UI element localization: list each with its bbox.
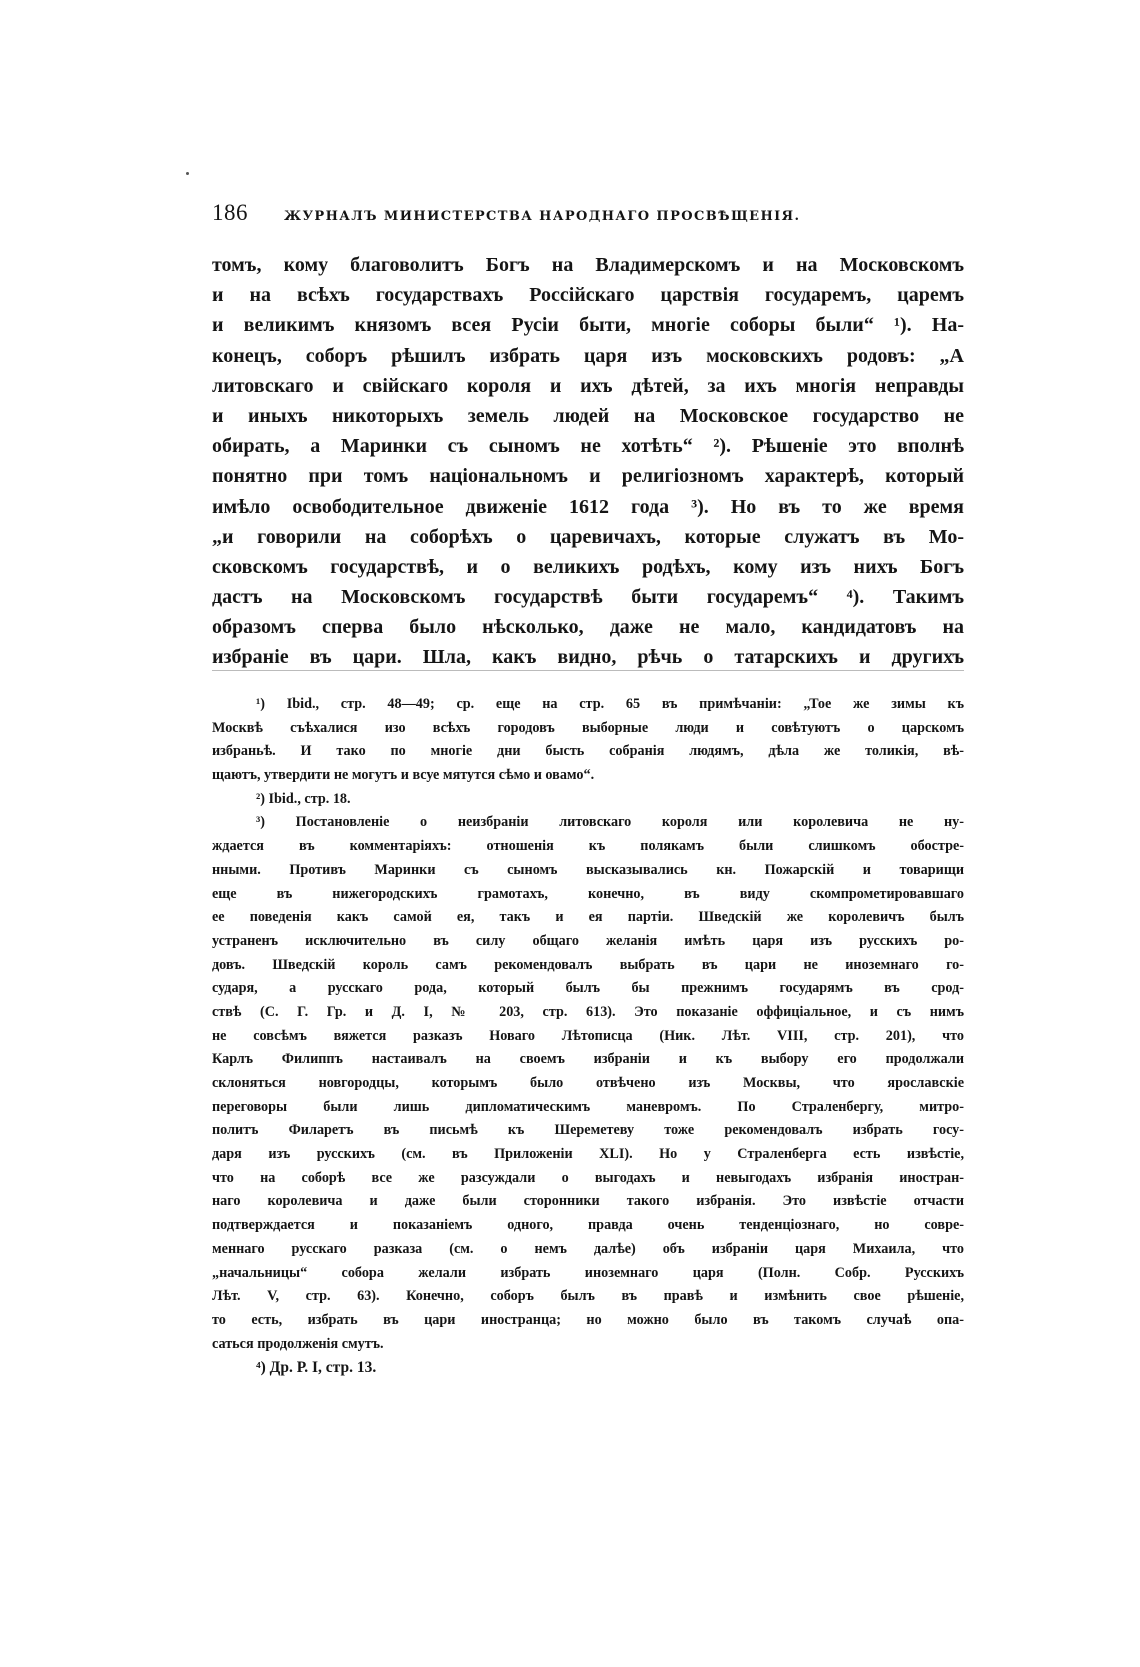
body-line: избраніе въ цари. Шла, какъ видно, рѣчь о татарскихъ и другихъ [212, 646, 964, 669]
body-line: томъ, кому благоволитъ Богъ на Владимерскомъ и на Московскомъ [212, 254, 964, 276]
footnote-line: политъ Филаретъ въ письмѣ къ Шереметеву тоже рекомендовалъ избрать госу- [212, 1122, 964, 1139]
footnote-line: саться продолженія смутъ. [212, 1335, 384, 1352]
footnote-divider [212, 670, 964, 671]
body-line: конецъ, соборъ рѣшилъ избрать царя изъ московскихъ родовъ: „А [212, 344, 964, 367]
main-text [212, 250, 964, 673]
running-title: ЖУРНАЛЪ МИНИСТЕРСТВА НАРОДНАГО ПРОСВѢЩЕНІЯ. [284, 209, 801, 224]
footnote-line: устраненъ исключительно въ силу общаго желанія имѣть царя изъ русскихъ ро- [212, 932, 964, 949]
body-line: и великимъ князомъ всея Русіи быти, многіе соборы были“ ¹). На- [212, 314, 964, 337]
body-line: сковскомъ государствѣ, и о великихъ родѣхъ, кому изъ нихъ Богъ [212, 555, 964, 578]
footnote-line: ³) Постановленіе о неизбраніи литовскаго короля или королевича не ну- [256, 814, 964, 831]
body-line: „и говорили на соборѣхъ о царевичахъ, которые служатъ въ Мо- [212, 525, 964, 548]
footnote-3 [212, 811, 964, 1356]
footnote-line: не совсѣмъ вяжется разказъ Новаго Лѣтописца (Ник. Лѣт. VIII, стр. 201), что [212, 1027, 964, 1044]
body-line: понятно при томъ національномъ и религіозномъ характерѣ, который [212, 465, 964, 488]
footnote-line: еще въ нижегородскихъ грамотахъ, конечно, въ виду скомпрометировавшаго [212, 885, 964, 902]
footnote-line: переговоры были лишь дипломатическимъ маневромъ. По Страленбергу, митро- [212, 1098, 964, 1115]
page-header [212, 200, 852, 230]
body-line: дастъ на Московскомъ государствѣ быти государемъ“ ⁴). Такимъ [212, 586, 964, 609]
body-line: и на всѣхъ государствахъ Россійскаго царствія государемъ, царемъ [212, 284, 964, 307]
scan-speck [186, 172, 189, 175]
footnote-line: ⁴) Др. Р. I, стр. 13. [256, 1359, 377, 1377]
footnote-line: нными. Противъ Маринки съ сыномъ высказывались кн. Пожарскій и товарищи [212, 861, 964, 878]
body-line: образомъ сперва было нѣсколько, даже не мало, кандидатовъ на [212, 616, 964, 639]
footnote-line: то есть, избрать въ цари иностранца; но можно было въ такомъ случаѣ опа- [212, 1311, 964, 1328]
footnote-line: избраньѣ. И тако по многіе дни бысть собранія людямъ, дѣла же толикія, вѣ- [212, 743, 964, 760]
footnote-line: подтверждается и показаніемъ одного, правда очень тенденціознаго, но совре- [212, 1217, 964, 1234]
footnote-line: склоняться новгородцы, которымъ было отвѣчено изъ Москвы, что ярославскіе [212, 1075, 964, 1091]
footnote-line: щаютъ, утвердити не могутъ и всуе мятутся сѣмо и овамо“. [212, 767, 595, 784]
body-line: и иныхъ никоторыхъ земель людей на Московское государство не [212, 404, 964, 427]
page-number: 186 [212, 200, 248, 225]
footnote-line: наго королевича и даже были сторонники такого избранія. Это извѣстіе отчасти [212, 1193, 964, 1210]
footnotes [212, 693, 964, 1380]
footnote-line: меннаго русскаго разказа (см. о немъ далѣе) объ избраніи царя Михаила, что [212, 1240, 964, 1257]
footnote-line: что на соборѣ все же разсуждали о выгодахъ и невыгодахъ избранія иностран- [212, 1169, 964, 1186]
footnote-line: Карлъ Филиппъ настаивалъ на своемъ избраніи и къ выбору его продолжали [212, 1051, 964, 1068]
footnote-line: ¹) Ibid., стр. 48—49; ср. еще на стр. 65 въ примѣчаніи: „Тое же зимы къ [256, 696, 964, 712]
footnote-line: ствѣ (С. Г. Гр. и Д. I, № 203, стр. 613). Это показаніе оффиціальное, и съ нимъ [212, 1003, 964, 1020]
footnote-1 [212, 693, 964, 788]
body-line: литовскаго и свійскаго короля и ихъ дѣтей, за ихъ многія неправды [212, 374, 964, 397]
footnote-line: довъ. Шведскій король самъ рекомендовалъ выбрать въ цари не иноземнаго го- [212, 956, 964, 973]
footnote-line: Лѣт. V, стр. 63). Конечно, соборъ былъ въ правѣ и измѣнить свое рѣшеніе, [212, 1288, 964, 1305]
footnote-line: Москвѣ съѣхалися изо всѣхъ городовъ выборные люди и совѣтуютъ о царскомъ [212, 719, 964, 736]
body-line: имѣло освободительное движеніе 1612 года ³). Но въ то же время [212, 495, 964, 518]
footnote-2 [212, 788, 964, 812]
footnote-line: „начальницы“ собора желали избрать иноземнаго царя (Полн. Собр. Русскихъ [212, 1264, 964, 1281]
footnote-4 [212, 1356, 964, 1380]
footnote-line: ждается въ комментаріяхъ: отношенія къ полякамъ были слишкомъ обостре- [212, 838, 964, 855]
footnote-line: ее поведенія какъ самой ея, такъ и ея партіи. Шведскій же королевичъ былъ [212, 909, 964, 926]
body-line: обирать, а Маринки съ сыномъ не хотѣть“ ²). Рѣшеніе это вполнѣ [212, 435, 964, 458]
footnote-line: даря изъ русскихъ (см. въ Приложеніи XLI). Но у Страленберга есть извѣстіе, [212, 1146, 964, 1163]
footnote-line: ²) Ibid., стр. 18. [256, 790, 351, 807]
footnote-line: сударя, а русскаго рода, который былъ бы прежнимъ государямъ въ срод- [212, 980, 964, 997]
